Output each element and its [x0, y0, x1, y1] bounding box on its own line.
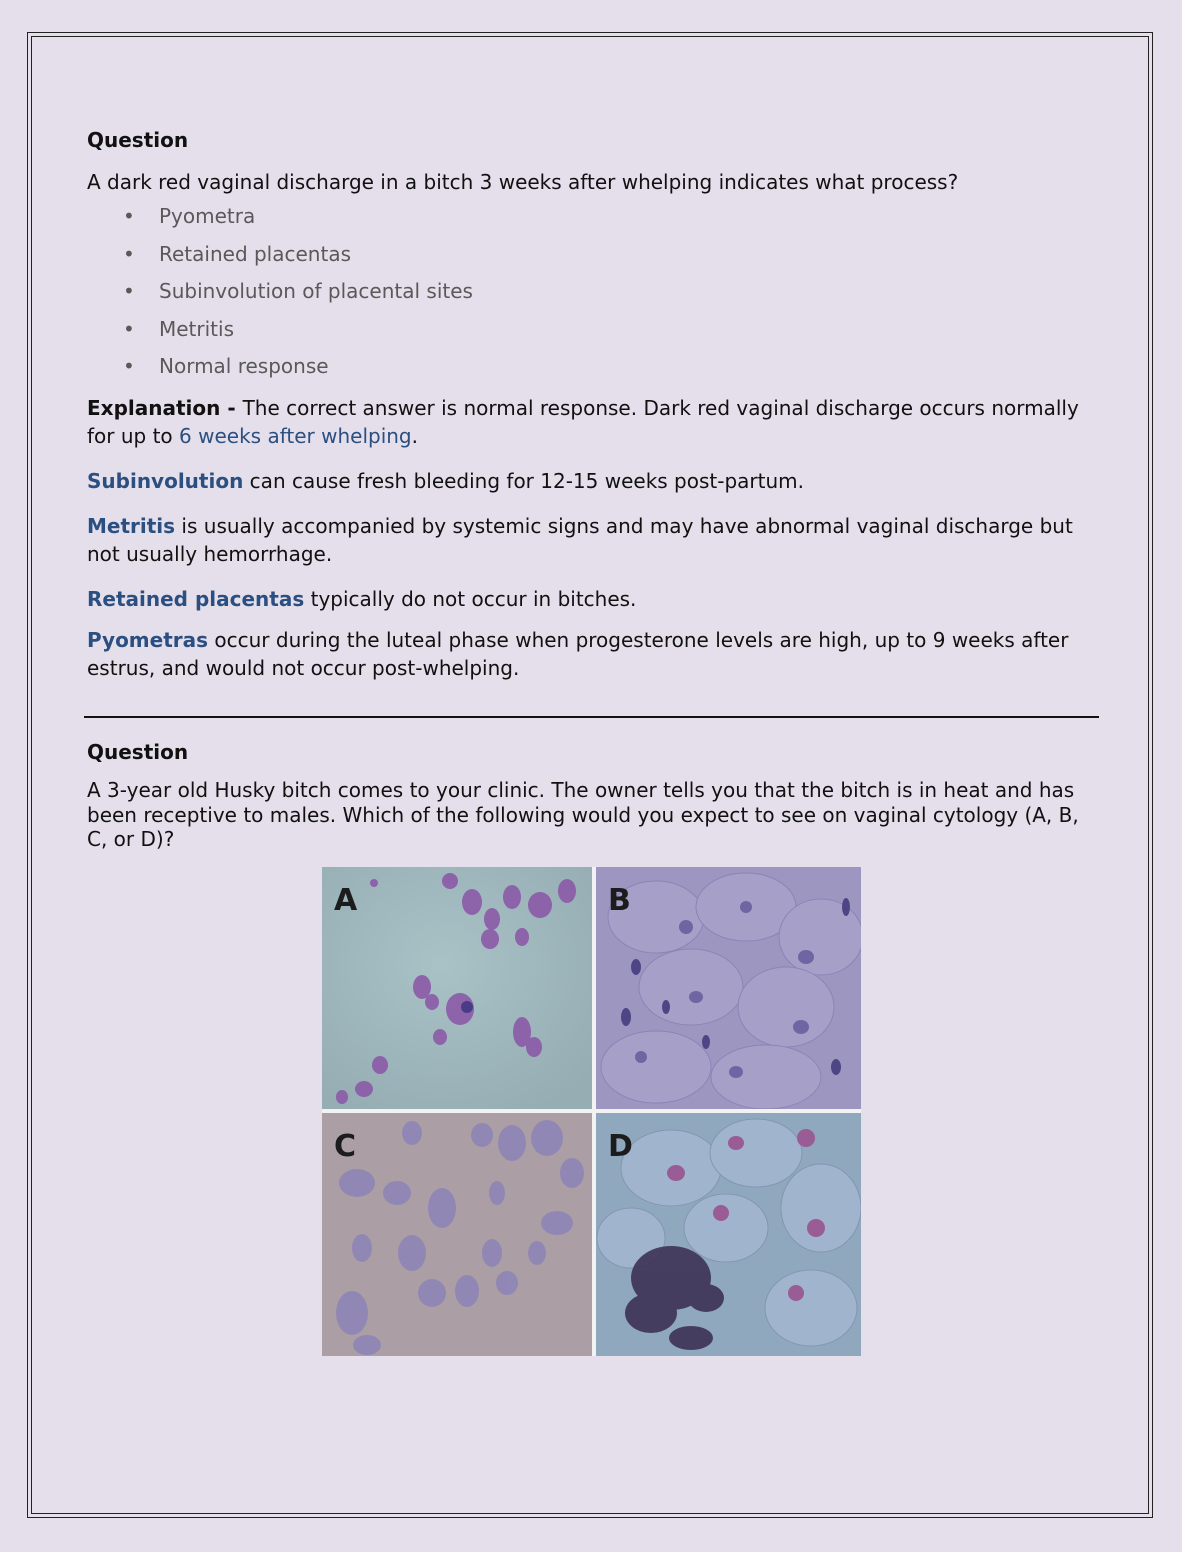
cytology-image-a: [322, 867, 592, 1109]
note-pyometras: [87, 626, 1099, 682]
panel-label-b: B: [608, 883, 631, 918]
term-metritis: Metritis: [87, 514, 176, 538]
option-subinvolution: [87, 277, 1099, 305]
explanation-text-end: .: [411, 424, 418, 448]
question-2-section: [87, 738, 1099, 852]
option-retained-placentas: [87, 240, 1099, 268]
note-text: is usually accompanied by systemic signs and may have abnormal vaginal discharge but not usually hemorrhage.: [87, 514, 1073, 566]
option-label: Retained placentas: [159, 241, 351, 266]
option-label: Metritis: [159, 316, 234, 341]
note-metritis: [87, 512, 1099, 568]
explanation-link[interactable]: 6 weeks after whelping: [179, 424, 412, 448]
cytology-image-b: [596, 867, 861, 1109]
note-retained-placentas: [87, 585, 1099, 613]
option-label: Subinvolution of placental sites: [159, 279, 473, 303]
option-pyometra: [87, 202, 1099, 230]
term-subinvolution: Subinvolution: [87, 469, 244, 493]
cytology-image-c: [322, 1113, 592, 1356]
bullet: •: [123, 204, 135, 228]
option-label: Normal response: [159, 354, 329, 378]
term-pyometras: Pyometras: [87, 628, 209, 652]
note-text: occur during the luteal phase when progesterone levels are high, up to 9 weeks after estrus, and would not occur post-whelping.: [87, 628, 1069, 680]
vaginal-cytology-figure: [322, 867, 861, 1356]
cytology-panel-b: [596, 867, 861, 1109]
bullet: •: [123, 241, 135, 266]
note-subinvolution: [87, 467, 1099, 495]
option-normal-response: [87, 352, 1099, 380]
bullet: •: [123, 279, 135, 303]
cytology-panel-c: [322, 1113, 592, 1356]
explanation-text: The correct answer is normal response. Dark red vaginal discharge occurs normally for up to: [87, 396, 1079, 448]
question-1-text: A dark red vaginal discharge in a bitch 3 weeks after whelping indicates what process?: [87, 170, 959, 194]
section-divider: [84, 716, 1099, 718]
answer-options: [87, 202, 1099, 380]
note-text: typically do not occur in bitches.: [304, 587, 637, 611]
cytology-image-d: [596, 1113, 861, 1356]
question-1-heading: Question: [87, 128, 189, 152]
panel-label-c: C: [334, 1129, 357, 1164]
cytology-panel-a: [322, 867, 592, 1109]
term-retained-placentas: Retained placentas: [87, 587, 305, 611]
cytology-panel-d: [596, 1113, 861, 1356]
explanation-paragraph: [87, 394, 1099, 450]
panel-label-a: A: [334, 883, 358, 918]
question-2-heading: Question: [87, 740, 189, 764]
question-1-section: [87, 126, 1099, 682]
panel-label-d: D: [608, 1129, 633, 1164]
explanation-label: Explanation -: [87, 396, 243, 420]
option-metritis: [87, 315, 1099, 343]
note-text: can cause fresh bleeding for 12-15 weeks post-partum.: [243, 469, 805, 493]
bullet: •: [123, 354, 135, 378]
bullet: •: [123, 316, 135, 341]
option-label: Pyometra: [159, 204, 256, 228]
question-2-text: A 3-year old Husky bitch comes to your clinic. The owner tells you that the bitch is in heat and has been receptive to males. Which of the following would you expect to see on vaginal cytology (A, B, C, or D)?: [87, 778, 1079, 851]
